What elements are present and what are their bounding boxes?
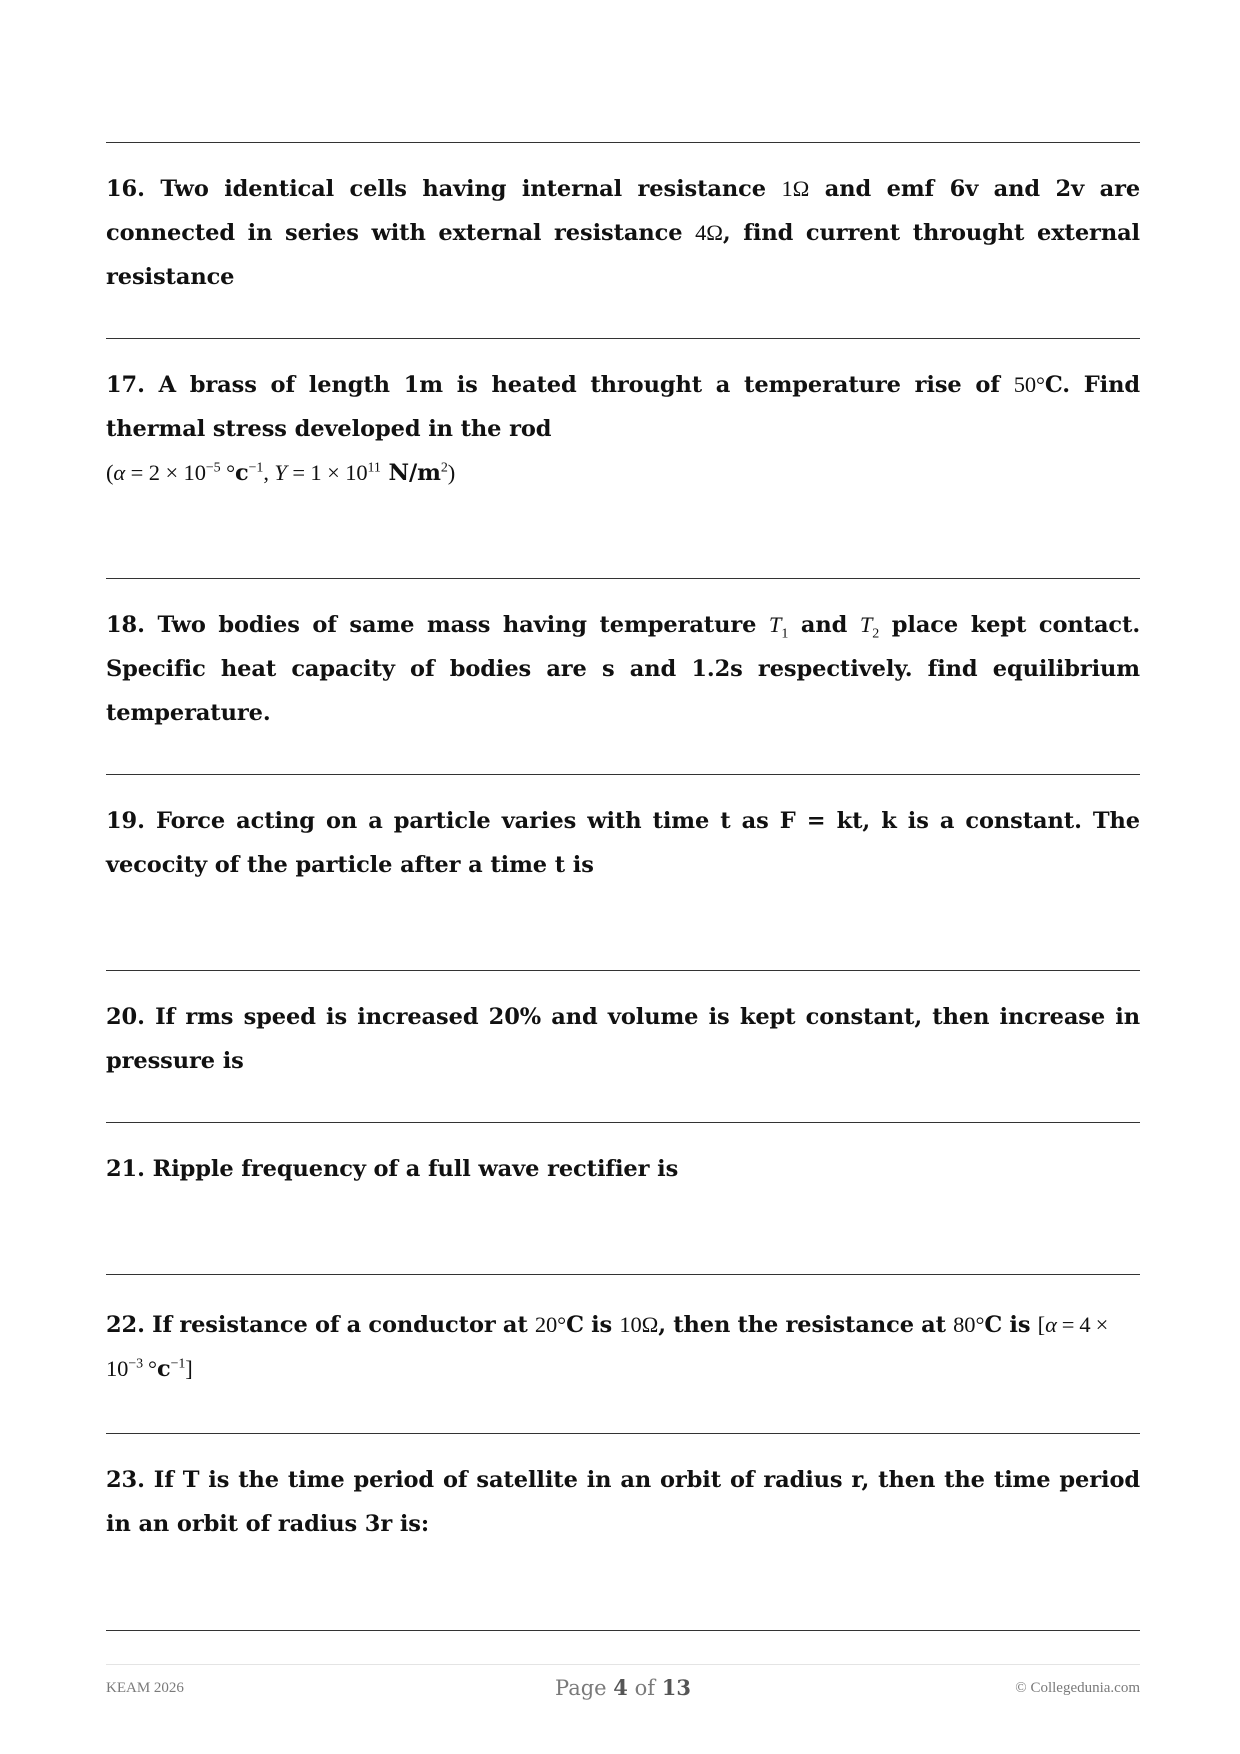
divider — [106, 1274, 1140, 1275]
math-expression: 50° — [1013, 372, 1045, 397]
math-variable: T — [768, 612, 782, 637]
question-text: and — [800, 612, 848, 638]
divider — [106, 1630, 1140, 1631]
footer-copyright: © Collegedunia.com — [1015, 1680, 1140, 1696]
question-text: Ripple frequency of a full wave rectifier is — [152, 1156, 679, 1182]
question-number: 19. — [106, 808, 145, 834]
divider — [106, 142, 1140, 143]
question-text: If rms speed is increased 20% and volume is kept constant, then increase in pressure is — [106, 1004, 1141, 1074]
question-text: C is — [566, 1312, 613, 1338]
math-expression: 1Ω — [781, 176, 810, 201]
question-text: Two bodies of same mass having temperature — [157, 612, 757, 638]
question-text: If resistance of a conductor at — [152, 1312, 528, 1338]
question-text: , then the resistance at — [658, 1312, 946, 1338]
exam-page — [106, 0, 1140, 1754]
question-22 — [106, 1303, 1140, 1391]
question-number: 18. — [106, 612, 145, 638]
formula-line: ($\alpha = 2 \times 10^{-5}$ $^\circ c^{-1}$, $Y = 1 \times 10^{11}$ $N/m^2$) — [106, 460, 456, 486]
question-number: 21. — [106, 1156, 145, 1182]
math-variable: T — [859, 612, 873, 637]
formula-inline: [$\alpha = 4 \times 10^{-3}$ $^\circ c^{-1}$] — [106, 1312, 1109, 1382]
divider — [106, 1122, 1140, 1123]
divider — [106, 774, 1140, 775]
question-text: and emf 6v and 2v are connected in series with external resistance — [106, 176, 1141, 246]
question-21 — [106, 1147, 1140, 1191]
question-text: Two identical cells having internal resistance — [160, 176, 766, 202]
question-23 — [106, 1458, 1140, 1546]
divider — [106, 970, 1140, 971]
question-number: 20. — [106, 1004, 145, 1030]
divider — [106, 338, 1140, 339]
question-text: , find current throught external resistance — [106, 220, 1141, 290]
question-number: 17. — [106, 372, 145, 398]
question-number: 16. — [106, 176, 145, 202]
divider — [106, 578, 1140, 579]
question-text: place kept contact. Specific heat capacity of bodies are s and 1.2s respectively. find equilibrium temperature. — [106, 612, 1141, 726]
question-19 — [106, 799, 1140, 887]
math-expression: 10Ω — [619, 1312, 659, 1337]
question-text: A brass of length 1m is heated throught a temperature rise of — [158, 372, 1000, 398]
question-18: 18. Two bodies of same mass having temperature $T_1$ and $T_2$ place kept contact. Specific heat capacity of bodies are s and 1.2s respectively. find equilibrium temperature. — [106, 612, 1141, 726]
footer-divider — [106, 1664, 1140, 1665]
question-text: C is — [984, 1312, 1031, 1338]
math-expression: 20° — [534, 1312, 567, 1337]
question-text: If T is the time period of satellite in an orbit of radius r, then the time period in an orbit of radius 3r is: — [106, 1467, 1140, 1537]
question-number: 22. — [106, 1312, 145, 1338]
question-16 — [106, 167, 1140, 299]
question-20 — [106, 995, 1140, 1083]
question-text: Force acting on a particle varies with time t as F = kt, k is a constant. The vecocity of the particle after a time t is — [106, 808, 1141, 878]
question-number: 23. — [106, 1467, 145, 1493]
math-expression: 80° — [953, 1312, 985, 1337]
question-17 — [106, 363, 1140, 495]
question-text: C. Find thermal stress developed in the rod — [106, 372, 1141, 442]
divider — [106, 1433, 1140, 1434]
page-number: Page 4 of 13 — [555, 1675, 691, 1700]
math-expression: 4Ω — [695, 220, 723, 245]
footer-exam-name: KEAM 2026 — [106, 1680, 184, 1696]
